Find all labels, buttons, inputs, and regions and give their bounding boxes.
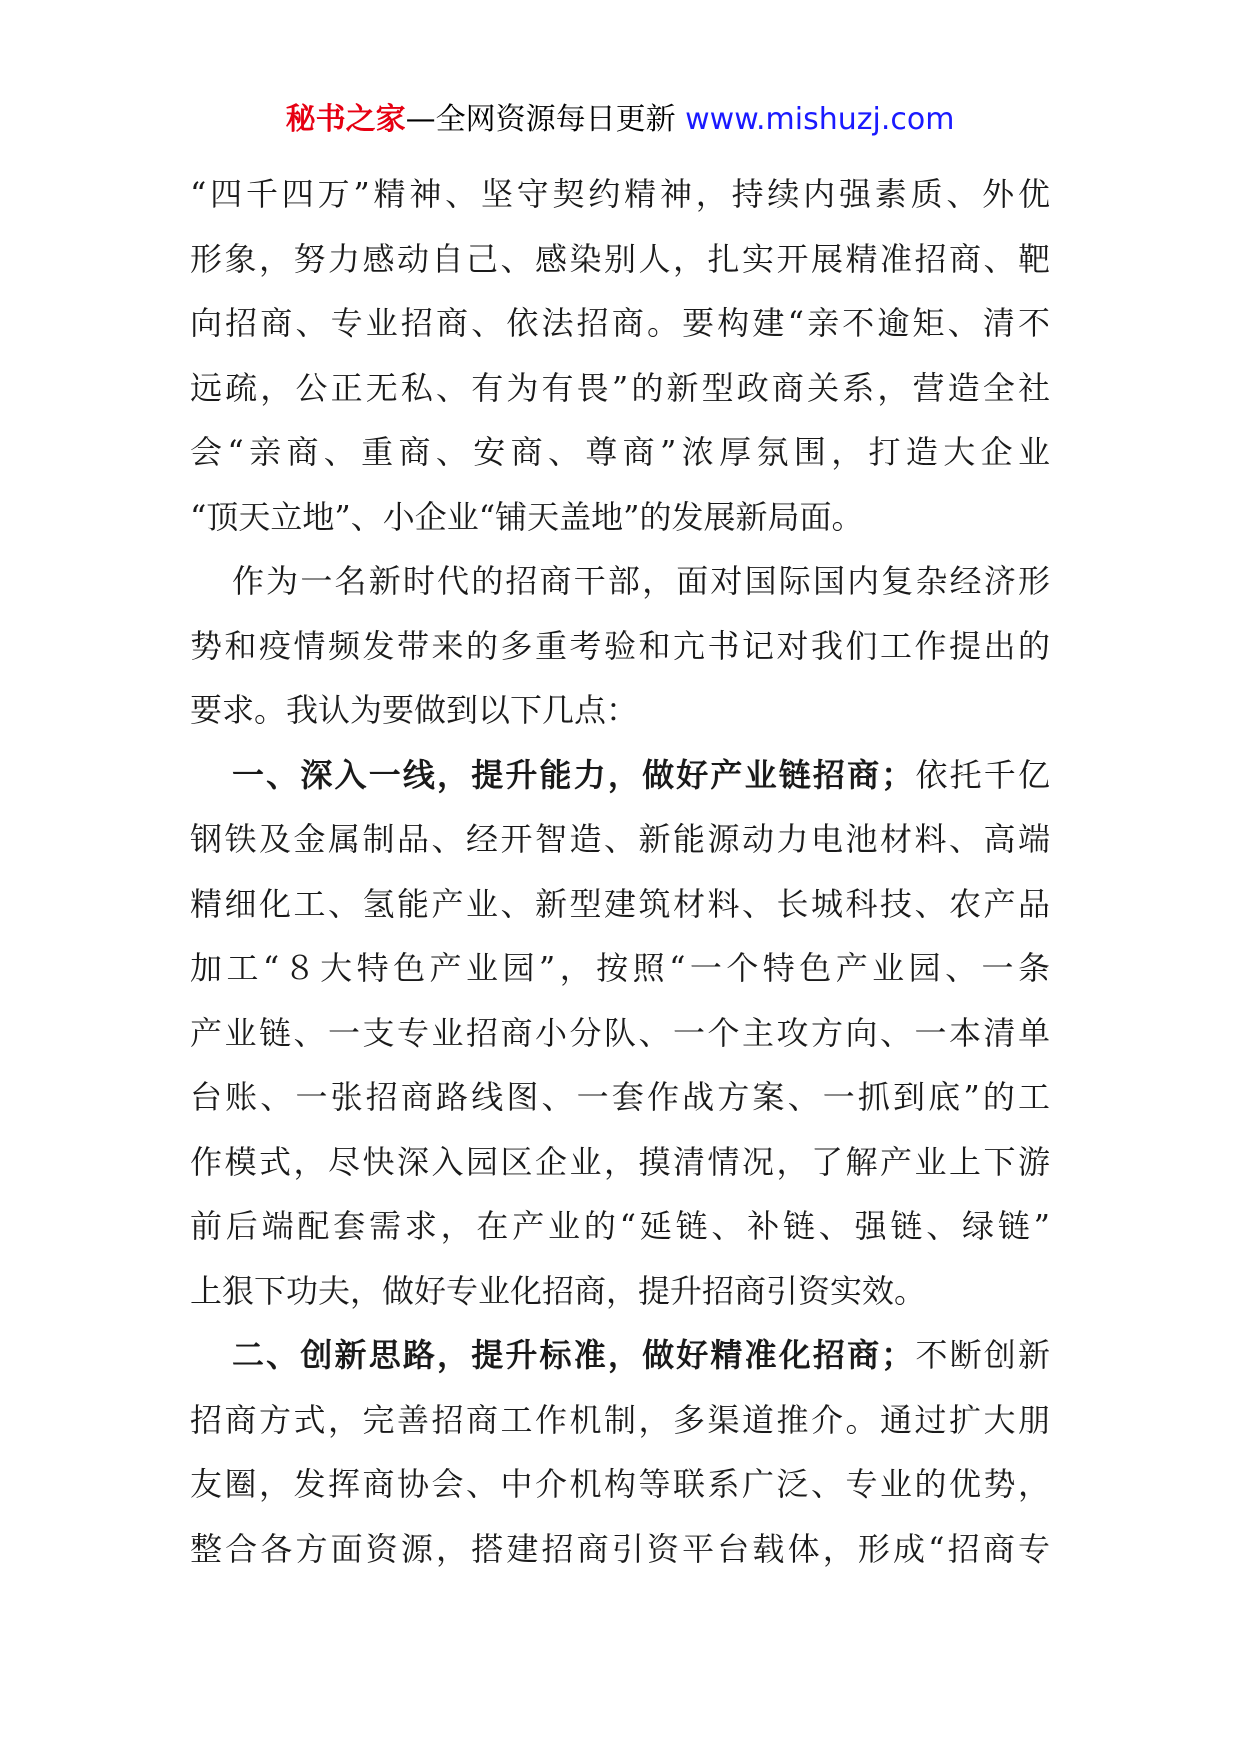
text-line: “顶天立地”、小企业“铺天盖地”的发展新局面。 [190, 497, 864, 536]
text-line: 台账、一张招商路线图、一套作战方案、一抓到底”的工 [190, 1078, 1050, 1116]
heading-continuation: 依托千亿 [913, 755, 1050, 794]
heading-line [190, 743, 1050, 808]
text-line: 势和疫情频发带来的多重考验和亢书记对我们工作提出的 [190, 626, 1050, 665]
heading-line [190, 1323, 1050, 1388]
header-slogan: —全网资源每日更新 [405, 102, 686, 137]
header-url[interactable]: www.mishuzj.com [685, 102, 955, 137]
text-line: 前后端配套需求，在产业的“延链、补链、强链、绿链” [190, 1207, 1050, 1245]
text-line: 精细化工、氢能产业、新型建筑材料、长城科技、农产品 [190, 884, 1050, 923]
paragraph-4 [190, 1323, 1050, 1581]
text-line: 上狠下功夫，做好专业化招商，提升招商引资实效。 [190, 1271, 927, 1310]
text-line: 作模式，尽快深入园区企业，摸清情况，了解产业上下游 [190, 1142, 1050, 1181]
section-heading-2: 二、创新思路，提升标准，做好精准化招商； [232, 1336, 914, 1374]
text-line: 招商方式，完善招商工作机制，多渠道推介。通过扩大朋 [190, 1400, 1050, 1439]
text-line: 友圈，发挥商协会、中介机构等联系广泛、专业的优势， [190, 1465, 1050, 1503]
text-line: 整合各方面资源，搭建招商引资平台载体，形成“招商专 [190, 1529, 1050, 1568]
text-line: 要求。我认为要做到以下几点： [190, 691, 639, 729]
text-line: “四千四万”精神、坚守契约精神，持续内强素质、外优 [190, 175, 1050, 213]
text-line: 产业链、一支专业招商小分队、一个主攻方向、一本清单 [190, 1013, 1050, 1052]
document-body [190, 162, 1050, 1581]
heading-continuation: 不断创新 [913, 1336, 1050, 1374]
paragraph-3 [190, 743, 1050, 1324]
text-line: 加工“８大特色产业园”，按照“一个特色产业园、一条 [190, 949, 1050, 987]
watermark-header [0, 100, 1240, 140]
text-line: 远疏，公正无私、有为有畏”的新型政商关系，营造全社 [190, 368, 1050, 407]
text-line: 作为一名新时代的招商干部，面对国际国内复杂经济形 [232, 562, 1050, 600]
brand-name: 秘书之家 [285, 102, 406, 137]
text-line: 会“亲商、重商、安商、尊商”浓厚氛围，打造大企业 [190, 433, 1050, 471]
text-line: 钢铁及金属制品、经开智造、新能源动力电池材料、高端 [190, 820, 1050, 858]
text-line: 向招商、专业招商、依法招商。要构建“亲不逾矩、清不 [190, 304, 1050, 342]
text-line: 形象，努力感动自己、感染别人，扎实开展精准招商、靶 [190, 239, 1050, 278]
section-heading-1: 一、深入一线，提升能力，做好产业链招商； [232, 755, 914, 794]
paragraph-1 [190, 162, 1050, 549]
paragraph-2 [190, 549, 1050, 743]
